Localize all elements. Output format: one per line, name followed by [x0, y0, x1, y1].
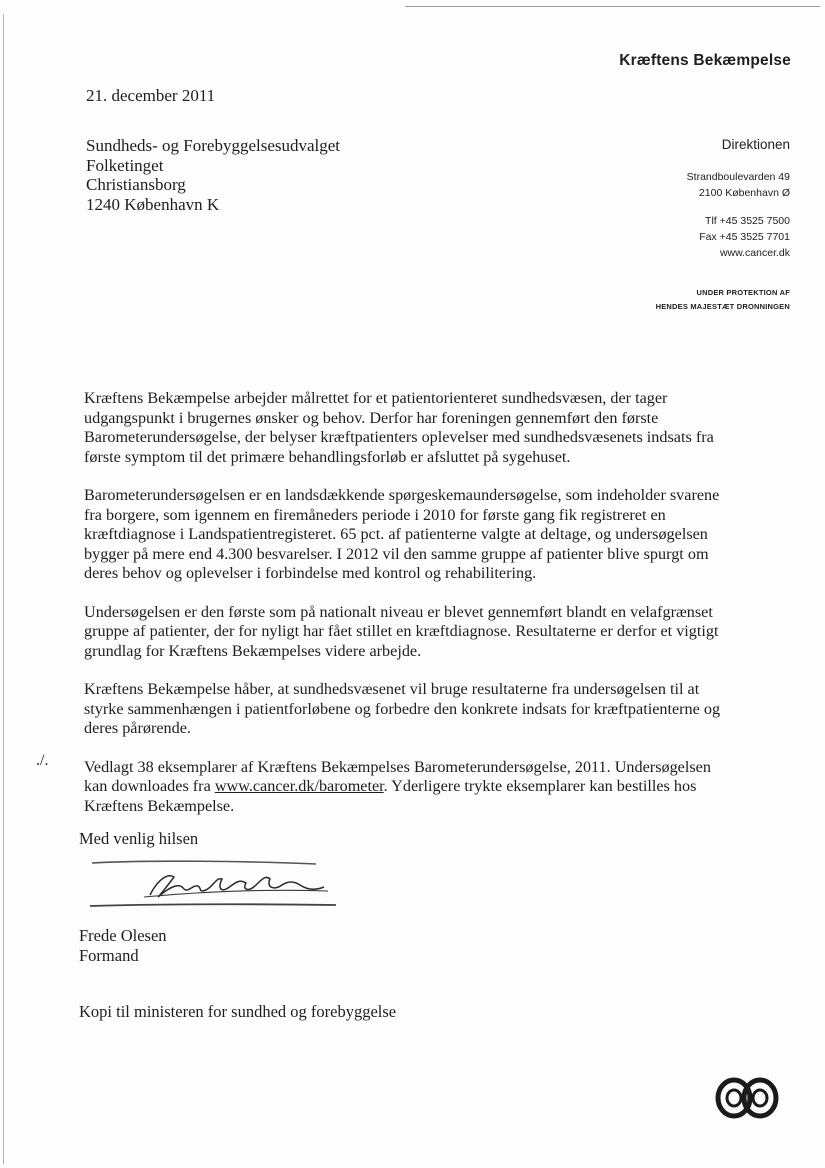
sender-phone: Tlf +45 3525 7500	[705, 215, 790, 227]
body-paragraph: Undersøgelsen er den første som på nationalt niveau er blevet gennemført blandt en velafgrænset gruppe af patienter, der for nyligt har fået stillet en kræftdiagnose. Resultaterne er derfor et vigtigt grundlag for Kræftens Bekæmpelses videre arbejde.	[84, 602, 719, 660]
organization-name: Kræftens Bekæmpelse	[619, 52, 791, 69]
cancer-society-logo-icon	[715, 1075, 779, 1121]
sender-street: Strandboulevarden 49	[686, 171, 790, 183]
enclosure-mark: ./.	[36, 752, 49, 769]
signer-title: Formand	[79, 945, 139, 965]
closing-salutation: Med venlig hilsen	[79, 829, 199, 848]
patronage-line: UNDER PROTEKTION AF	[696, 288, 790, 297]
recipient-line: Folketinget	[86, 155, 164, 175]
enclosure-text: . Yderligere trykte eksemplarer kan bestilles hos Kræftens Bekæmpelse.	[84, 777, 697, 815]
signature	[88, 855, 338, 910]
body-paragraph: Barometerundersøgelsen er en landsdækkende spørgeskemaundersøgelse, som indeholder svarene fra borgere, som igennem en firemåneders periode i 2010 for første gang fik registreret en kræftdiagnose i Landspatientregisteret. 65 pct. af patienterne valgte at deltage, og undersøgelsen bygger på mere end 4.300 besvarelser. I 2012 vil den samme gruppe af patienter blive spurgt om deres behov og oplevelser i forbindelse med kontrol og rehabilitering.	[84, 486, 720, 582]
letter-date: 21. december 2011	[86, 86, 216, 105]
sender-block	[656, 137, 790, 314]
letter-body	[84, 389, 724, 835]
body-paragraph: Kræftens Bekæmpelse arbejder målrettet for et patientorienteret sundhedsvæsen, der tager udgangspunkt i brugernes ønsker og behov. Derfor har foreningen gennemført den første Barometerundersøgelse, der belyser kræftpatienters oplevelser med sundhedsvæsenets indsats fra første symptom til det primære behandlingsforløb er afsluttet på sygehuset.	[84, 389, 714, 466]
patronage-line: HENDES MAJESTÆT DRONNINGEN	[655, 302, 790, 311]
recipient-line: 1240 København K	[86, 194, 220, 214]
body-paragraph: Kræftens Bekæmpelse håber, at sundhedsvæsenet vil bruge resultaterne fra undersøgelsen til at styrke sammenhængen i patientforløbene og forbedre den konkrete indsats for kræftpatienterne og deres pårørende.	[84, 680, 721, 737]
left-border-line	[3, 14, 4, 1164]
sender-fax: Fax +45 3525 7701	[699, 231, 790, 243]
signer-block	[79, 926, 167, 965]
recipient-address	[86, 136, 340, 214]
copy-note: Kopi til ministeren for sundhed og forebyggelse	[79, 1002, 397, 1021]
barometer-link[interactable]: www.cancer.dk/barometer	[214, 777, 384, 795]
recipient-line: Christiansborg	[86, 175, 186, 194]
enclosure-text: Vedlagt 38 eksemplarer af Kræftens Bekæmpelses Barometerundersøgelse, 2011. Undersøgelsen kan downloades fra	[84, 757, 711, 795]
enclosure-paragraph	[84, 758, 724, 817]
sender-city: 2100 København Ø	[698, 187, 790, 199]
recipient-line: Sundheds- og Forebyggelsesudvalget	[86, 136, 341, 155]
sender-web: www.cancer.dk	[719, 247, 790, 259]
top-border-line	[405, 6, 820, 7]
signer-name: Frede Olesen	[79, 926, 167, 945]
sender-department: Direktionen	[721, 137, 790, 152]
